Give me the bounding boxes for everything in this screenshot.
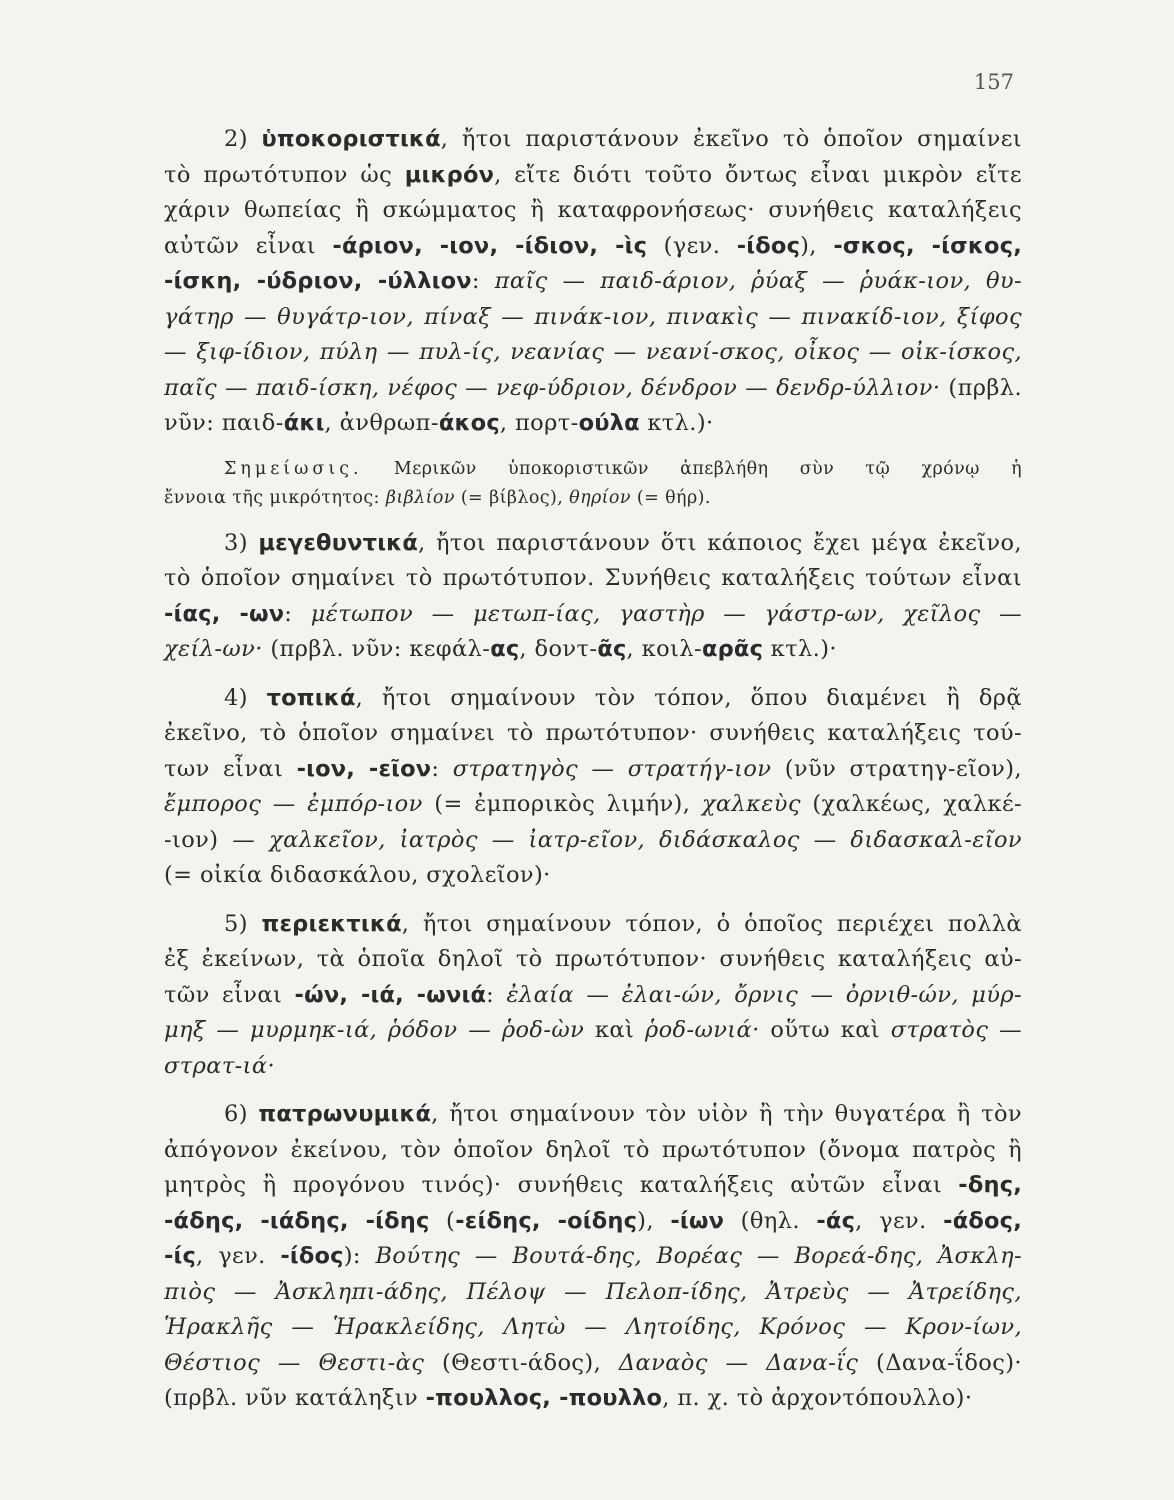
text-line: [164, 1239, 1022, 1275]
text-line: [164, 1049, 1022, 1085]
text-line: [164, 229, 1022, 265]
italic-example: ῥοδ-ωνιά·: [644, 1017, 760, 1043]
text-run: ἐκεῖνο, τὸ ὁποῖον σημαίνει τὸ πρωτότυπον· συνήθεις καταλήξεις τού-: [164, 720, 1022, 746]
paragraph-topika: [164, 681, 1022, 894]
bold-term: -σκος, -ίσκος,: [833, 232, 1022, 259]
text-line: [164, 264, 1022, 300]
italic-example: μηξ — μυρμηκ-ιά, ῥόδον — ῥοδ-ὼν: [164, 1017, 585, 1043]
text-run: καὶ: [584, 1017, 645, 1043]
italic-example: στρατ-ιά·: [164, 1052, 276, 1079]
bold-term: -ιον, -εῖον: [296, 755, 432, 782]
text-run: (= ἐμπορικὸς λιμήν),: [422, 791, 702, 817]
text-line: [164, 1204, 1022, 1240]
text-run: (Θεστι-άδος),: [424, 1349, 619, 1376]
text-run: χάριν θωπείας ἢ σκώμματος ἢ καταφρονήσεως· συνήθεις καταλήξεις: [164, 197, 1022, 223]
bold-term: -ίας, -ων: [164, 600, 285, 627]
page-number: 157: [973, 70, 1014, 94]
text-line: [164, 978, 1022, 1014]
text-run: , γεν.: [855, 1207, 944, 1234]
text-line: [164, 335, 1022, 371]
text-run: 4): [224, 684, 267, 711]
bold-term: -είδης, -οίδης: [455, 1207, 638, 1234]
italic-example: παῖς — παιδ-άριον, ῥύαξ — ῥυάκ-ιον, θυ-: [494, 268, 1022, 294]
text-run: τὸ πρωτότυπον ὡς: [164, 161, 405, 188]
bold-term: ούλα: [578, 410, 640, 436]
text-run: , ἤτοι παριστάνουν ὅτι κάποιος ἔχει μέγα ἐκεῖνο,: [418, 529, 1022, 556]
bold-term: μεγεθυντικά: [258, 529, 419, 556]
italic-example: Δαναὸς — Δανα-ΐς: [618, 1349, 859, 1376]
text-run: (πρβλ.: [940, 374, 1023, 401]
italic-example: ἔμπορος — ἐμπόρ-ιον: [164, 791, 423, 817]
bold-term: -ίων: [670, 1207, 725, 1234]
bold-term: τοπικά: [266, 684, 356, 711]
text-run: -ιον) —: [164, 826, 270, 853]
text-line: [164, 1097, 1022, 1133]
text-line: [164, 561, 1022, 597]
text-run: :: [486, 981, 507, 1008]
paragraph-megethyntika: [164, 526, 1022, 668]
paragraph-patronymika: [164, 1097, 1022, 1417]
bold-term: ας: [490, 636, 520, 662]
text-line: [164, 1275, 1022, 1311]
bold-term: -ίδος: [736, 232, 801, 259]
text-run: τὸ ὁποῖον σημαίνει τὸ πρωτότυπον. Συνήθεις καταλήξεις τούτων εἶναι: [164, 565, 1022, 591]
italic-example: Θέστιος — Θεστι-ὰς: [164, 1349, 425, 1376]
italic-example: γάτηρ — θυγάτρ-ιον, πίναξ — πινάκ-ιον, πινακὶς — πινακίδ-ιον, ξίφος: [164, 303, 1022, 330]
text-run: , πορτ-: [499, 410, 579, 436]
bold-term: -ίς: [164, 1243, 197, 1269]
italic-example: παῖς — παιδ-ίσκη, νέφος — νεφ-ύδριον, δένδρον — δενδρ-ύλλιον·: [164, 374, 941, 401]
text-run: , ἀνθρωπ-: [324, 410, 439, 436]
paragraph-gap: [164, 513, 1022, 526]
text-line: [164, 907, 1022, 943]
text-line: [164, 193, 1022, 229]
text-run: (θηλ.: [724, 1207, 817, 1234]
text-run: τῶν εἶναι: [164, 981, 295, 1008]
bold-term: -άς: [816, 1207, 856, 1234]
text-line: [164, 942, 1022, 978]
text-run: :: [431, 755, 453, 782]
text-run: ),: [637, 1207, 671, 1234]
italic-example: χείλ-ων·: [164, 636, 263, 662]
text-line: [164, 1013, 1022, 1049]
text-line: [164, 858, 1022, 894]
text-run: (γεν.: [647, 232, 737, 259]
text-line: [164, 300, 1022, 336]
text-line: [164, 158, 1022, 194]
text-line: [164, 787, 1022, 823]
text-run: αὐτῶν εἶναι: [164, 232, 333, 259]
italic-example: πιὸς — Ἀσκληπι-άδης, Πέλοψ — Πελοπ-ίδης, Ἀτρεὺς — Ἀτρείδης,: [164, 1278, 1022, 1305]
text-run: (: [429, 1207, 456, 1234]
paragraph-gap: [164, 1084, 1022, 1097]
text-line: [164, 122, 1022, 158]
text-run: , ἤτοι σημαίνουν τόπον, ὁ ὁποῖος περιέχει πολλὰ: [401, 910, 1022, 937]
text-run: (= οἰκία διδασκάλου, σχολεῖον)·: [164, 862, 551, 888]
text-run: ἀπόγονον ἐκείνου, τὸν ὁποῖον δηλοῖ τὸ πρωτότυπον (ὄνομα πατρὸς ἢ: [164, 1136, 1022, 1163]
bold-term: περιεκτικά: [261, 910, 402, 937]
text-run: 6): [224, 1101, 259, 1127]
text-run: 2): [224, 126, 262, 152]
bold-term: -ών, -ιά, -ωνιά: [294, 981, 487, 1008]
text-line: [164, 1381, 1022, 1417]
italic-example: στρατηγὸς — στρατήγ-ιον: [452, 755, 772, 782]
text-line: [164, 597, 1022, 633]
text-line: [164, 752, 1022, 788]
bold-term: πατρωνυμικά: [258, 1101, 432, 1127]
bold-term: -άριον, -ιον, -ίδιον, -ὶς: [332, 232, 648, 259]
italic-example: στρατὸς —: [890, 1017, 1023, 1043]
text-run: , εἴτε διότι τοῦτο ὄντως εἶναι μικρὸν εἴτε: [494, 161, 1022, 188]
text-run: (χαλκέως, χαλκέ-: [800, 791, 1023, 817]
text-line: [164, 716, 1022, 752]
italic-example: μέτωπον — μετωπ-ίας, γαστὴρ — γάστρ-ων, χεῖλος —: [310, 600, 1022, 627]
text-run: οὕτω καὶ: [759, 1017, 891, 1043]
text-line: [164, 1346, 1022, 1382]
text-line: [164, 406, 1022, 442]
paragraph-periektika: [164, 907, 1022, 1085]
text-line: [164, 371, 1022, 407]
text-line: [164, 1168, 1022, 1204]
paragraph-note: [164, 455, 1022, 513]
text-line: [164, 526, 1022, 562]
text-run: ):: [343, 1243, 376, 1269]
bold-term: -πουλλος, -πουλλο: [425, 1385, 663, 1411]
italic-example: θηρίον: [569, 487, 631, 508]
bold-term: -ίσκη, -ύδριον, -ύλλιον: [164, 268, 472, 294]
text-run: κτλ.)·: [639, 410, 714, 436]
bold-term: ὑποκοριστικά: [261, 126, 441, 152]
text-line: [164, 823, 1022, 859]
text-run: των εἶναι: [164, 755, 297, 782]
body-text: [164, 0, 1022, 1417]
text-run: κτλ.)·: [763, 636, 837, 662]
text-run: Σημείωσις.: [224, 458, 363, 479]
text-run: ἐξ ἐκείνων, τὰ ὁποῖα δηλοῖ τὸ πρωτότυπον· συνήθεις καταλήξεις αὐ-: [164, 946, 1022, 972]
italic-example: χαλκεὺς: [701, 791, 801, 817]
text-run: :: [284, 600, 311, 627]
text-run: νῦν: παιδ-: [164, 410, 284, 436]
text-run: , ἤτοι σημαίνουν τὸν τόπον, ὅπου διαμένει ἢ δρᾷ: [355, 684, 1022, 711]
bold-term: ᾶς: [597, 636, 627, 662]
text-run: ἔννοια τῆς μικρότητος:: [164, 487, 386, 508]
text-run: μητρὸς ἢ προγόνου τινός)· συνήθεις καταλήξεις αὐτῶν εἶναι: [164, 1172, 959, 1198]
italic-example: βιβλίον: [385, 487, 455, 508]
text-line: [164, 484, 1022, 513]
text-run: (= βίβλος),: [454, 487, 570, 508]
italic-example: Ἡρακλῆς — Ἡρακλείδης, Λητὼ — Λητοίδης, Κρόνος — Κρον-ίων,: [164, 1314, 1022, 1340]
bold-term: -άδης, -ιάδης, -ίδης: [164, 1207, 430, 1234]
text-line: [164, 632, 1022, 668]
text-run: ),: [800, 232, 834, 259]
text-run: , π. χ. τὸ ἀρχοντόπουλλο)·: [662, 1385, 973, 1411]
bold-term: -άδος,: [943, 1207, 1022, 1234]
italic-example: χαλκεῖον, ἰατρὸς — ἰατρ-εῖον, διδάσκαλος — διδασκαλ-εῖον: [269, 826, 1022, 853]
text-run: 5): [224, 910, 262, 937]
paragraph-gap: [164, 894, 1022, 907]
paragraph-gap: [164, 442, 1022, 455]
text-line: [164, 1310, 1022, 1346]
text-line: [164, 1133, 1022, 1169]
text-line: [164, 455, 1022, 484]
italic-example: Βούτης — Βουτά-δης, Βορέας — Βορεά-δης, Ἀσκλη-: [375, 1243, 1022, 1269]
text-line: [164, 681, 1022, 717]
italic-example: ἐλαία — ἐλαι-ών, ὄρνις — ὀρνιθ-ών, μύρ-: [506, 981, 1022, 1008]
text-run: , κοιλ-: [626, 636, 702, 662]
text-run: Μερικῶν ὑποκοριστικῶν ἀπεβλήθη σὺν τῷ χρόνῳ ἡ: [362, 458, 1022, 479]
paragraph-hypokoristika: [164, 122, 1022, 442]
bold-term: άκι: [283, 410, 325, 436]
text-run: 3): [224, 529, 259, 556]
text-run: (πρβλ. νῦν: κεφάλ-: [262, 636, 491, 662]
text-run: (Δανα-ΐδος)·: [858, 1349, 1022, 1376]
bold-term: άκος: [438, 410, 500, 436]
text-run: (πρβλ. νῦν κατάληξιν: [164, 1385, 426, 1411]
text-run: , ἤτοι παριστάνουν ἐκεῖνο τὸ ὁποῖον σημαίνει: [440, 126, 1022, 152]
text-run: (νῦν στρατηγ-εῖον),: [771, 755, 1022, 782]
text-run: (= θήρ).: [630, 487, 711, 508]
text-run: :: [471, 268, 495, 294]
bold-term: μικρόν: [404, 161, 495, 188]
paragraph-gap: [164, 668, 1022, 681]
text-run: , ἤτοι σημαίνουν τὸν υἱὸν ἢ τὴν θυγατέρα ἢ τὸν: [431, 1101, 1022, 1127]
text-run: , δοντ-: [519, 636, 598, 662]
text-run: , γεν.: [196, 1243, 281, 1269]
bold-term: -δης,: [958, 1172, 1022, 1198]
bold-term: αρᾶς: [701, 636, 764, 662]
bold-term: -ίδος: [280, 1243, 344, 1269]
italic-example: — ξιφ-ίδιον, πύλη — πυλ-ίς, νεανίας — νεανί-σκος, οἶκος — οἰκ-ίσκος,: [164, 339, 1022, 365]
